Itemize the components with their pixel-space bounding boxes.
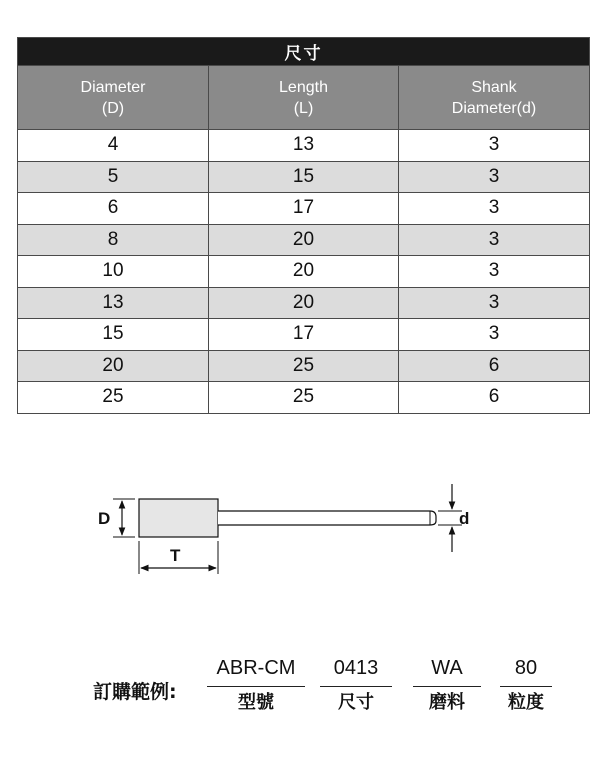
cell-diameter: 8	[18, 224, 209, 256]
header-length	[209, 66, 399, 130]
table-title-row	[18, 38, 590, 66]
tool-diagram	[0, 470, 609, 590]
table-row	[18, 161, 590, 193]
cell-diameter: 4	[18, 130, 209, 162]
abrasive-code: WA	[431, 657, 463, 679]
divider	[207, 686, 305, 687]
cell-shank: 3	[399, 193, 590, 225]
cell-length: 17	[209, 319, 399, 351]
cell-shank: 3	[399, 287, 590, 319]
divider	[500, 686, 552, 687]
cell-shank: 3	[399, 256, 590, 288]
table-row	[18, 224, 590, 256]
divider	[413, 686, 481, 687]
grinding-head	[139, 499, 218, 537]
cell-diameter: 10	[18, 256, 209, 288]
T-label: T	[170, 546, 181, 565]
size-label: 尺寸	[338, 692, 374, 713]
size-code: 0413	[333, 657, 379, 679]
cell-length: 15	[209, 161, 399, 193]
table-row	[18, 382, 590, 414]
grit-code: 80	[514, 657, 538, 679]
order-item-size	[320, 655, 392, 715]
order-item-model	[207, 655, 305, 715]
table-row	[18, 287, 590, 319]
header-diameter	[18, 66, 209, 130]
cell-length: 13	[209, 130, 399, 162]
divider	[320, 686, 392, 687]
cell-diameter: 13	[18, 287, 209, 319]
cell-length: 25	[209, 350, 399, 382]
cell-shank: 3	[399, 319, 590, 351]
cell-length: 20	[209, 287, 399, 319]
order-item-abrasive	[413, 655, 481, 715]
cell-length: 25	[209, 382, 399, 414]
header-shank-line1: Shank	[471, 78, 517, 96]
order-example-label: 訂購範例:	[93, 681, 177, 703]
header-diameter-line2: (D)	[101, 99, 125, 117]
cell-diameter: 6	[18, 193, 209, 225]
cell-diameter: 15	[18, 319, 209, 351]
cell-shank: 6	[399, 382, 590, 414]
table-row	[18, 350, 590, 382]
header-shank-diameter	[399, 66, 590, 130]
cell-shank: 3	[399, 224, 590, 256]
cell-diameter: 20	[18, 350, 209, 382]
D-label: D	[98, 509, 111, 528]
shank	[218, 511, 436, 525]
abrasive-label: 磨料	[429, 692, 465, 713]
cell-diameter: 5	[18, 161, 209, 193]
cell-shank: 3	[399, 161, 590, 193]
cell-length: 20	[209, 224, 399, 256]
header-shank-line2: Diameter(d)	[451, 99, 537, 117]
header-length-line1: Length	[279, 78, 328, 96]
header-length-line2: (L)	[293, 99, 314, 117]
table-title: 尺寸	[18, 38, 590, 66]
cell-shank: 3	[399, 130, 590, 162]
grit-label: 粒度	[508, 692, 544, 713]
table-row	[18, 256, 590, 288]
cell-shank: 6	[399, 350, 590, 382]
table-header-row	[18, 66, 590, 130]
cell-length: 17	[209, 193, 399, 225]
d-label: d	[459, 509, 470, 528]
model-label: 型號	[238, 692, 274, 713]
table-row	[18, 193, 590, 225]
cell-length: 20	[209, 256, 399, 288]
order-item-grit	[500, 655, 552, 715]
table-row	[18, 130, 590, 162]
spec-table	[17, 37, 590, 414]
order-example	[0, 650, 609, 730]
table-row	[18, 319, 590, 351]
cell-diameter: 25	[18, 382, 209, 414]
header-diameter-line1: Diameter	[80, 78, 146, 96]
model-code: ABR-CM	[216, 657, 296, 679]
